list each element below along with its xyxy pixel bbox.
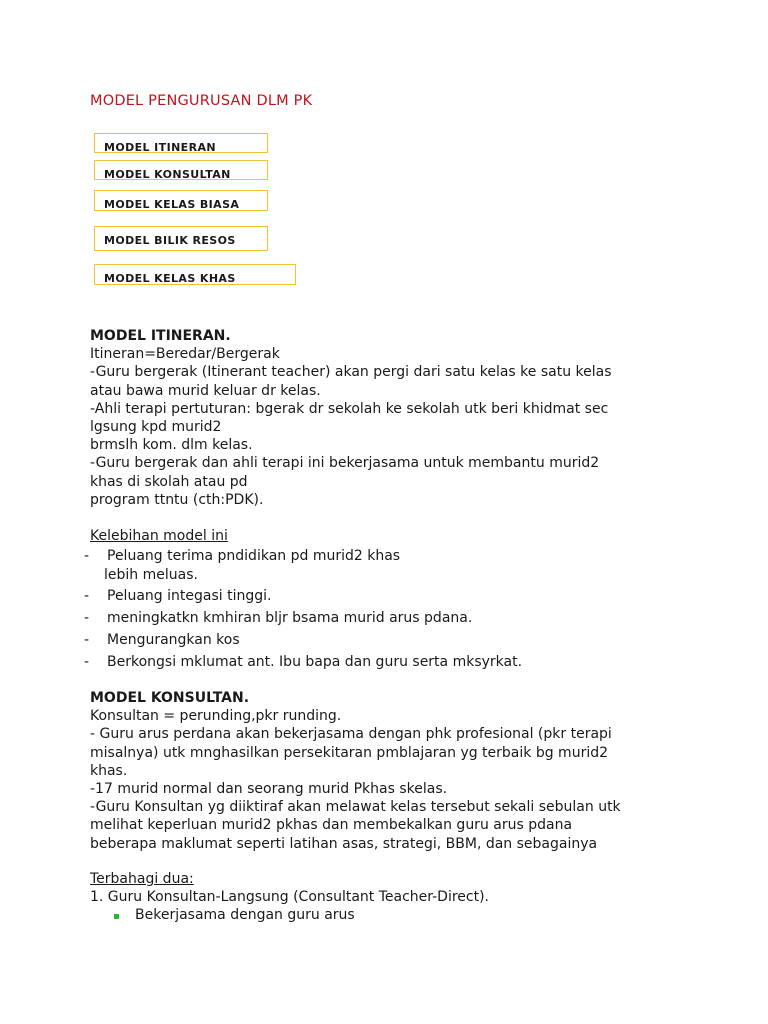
text-line: -Ahli terapi pertuturan: bgerak dr sekolah ke sekolah utk beri khidmat sec — [90, 400, 609, 417]
text-line: khas. — [90, 762, 128, 779]
terbahagi-heading: Terbahagi dua: — [90, 871, 194, 887]
dash-marker: - — [84, 632, 90, 648]
text-line: melihat keperluan murid2 pkhas dan membekalkan guru arus pdana — [90, 817, 573, 834]
section-heading-itineran: MODEL ITINERAN. — [90, 328, 231, 344]
green-square-bullet-icon — [114, 914, 119, 919]
model-box-itineran — [94, 133, 268, 153]
model-box-kelas-khas — [94, 264, 296, 285]
list-item-text: Berkongsi mklumat ant. Ibu bapa dan guru serta mksyrkat. — [107, 654, 523, 670]
numbered-item: 1. Guru Konsultan-Langsung (Consultant Teacher-Direct). — [90, 889, 489, 905]
list-item-text: meningkatkn kmhiran bljr bsama murid arus pdana. — [107, 610, 473, 626]
text-line: beberapa maklumat seperti latihan asas, strategi, BBM, dan sebagainya — [90, 835, 598, 852]
list-item-text: Peluang integasi tinggi. — [107, 588, 272, 604]
text-line: Konsultan = perunding,pkr runding. — [90, 708, 342, 725]
text-line: - Guru arus perdana akan bekerjasama dengan phk profesional (pkr terapi — [90, 726, 612, 743]
dash-marker: - — [84, 588, 90, 604]
text-line: -17 murid normal dan seorang murid Pkhas skelas. — [90, 781, 448, 798]
text-line: program ttntu (cth:PDK). — [90, 491, 264, 508]
model-box-label: MODEL KONSULTAN — [104, 168, 231, 180]
text-line: -Guru bergerak dan ahli terapi ini bekerjasama untuk membantu murid2 — [90, 455, 600, 472]
list-item-text: Mengurangkan kos — [107, 632, 240, 648]
model-box-label: MODEL KELAS KHAS — [104, 272, 236, 285]
text-line: Itineran=Beredar/Bergerak — [90, 346, 280, 363]
text-line: misalnya) utk mnghasilkan persekitaran pmblajaran yg terbaik bg murid2 — [90, 744, 609, 761]
dash-marker: - — [84, 610, 90, 626]
document-title: MODEL PENGURUSAN DLM PK — [90, 93, 313, 109]
text-line: atau bawa murid keluar dr kelas. — [90, 382, 321, 399]
bullet-item-text: Bekerjasama dengan guru arus — [135, 907, 355, 923]
text-line: -Guru bergerak (Itinerant teacher) akan pergi dari satu kelas ke satu kelas — [90, 364, 612, 381]
text-line: -Guru Konsultan yg diiktiraf akan melawat kelas tersebut sekali sebulan utk — [90, 799, 621, 816]
model-box-konsultan — [94, 160, 268, 180]
model-box-kelas-biasa — [94, 190, 268, 211]
text-line: brmslh kom. dlm kelas. — [90, 437, 253, 454]
dash-marker: - — [84, 654, 90, 670]
list-item-text: Peluang terima pndidikan pd murid2 khas — [107, 548, 401, 564]
kelebihan-heading: Kelebihan model ini — [90, 528, 228, 544]
model-box-label: MODEL ITINERAN — [104, 141, 216, 153]
model-box-bilik-resos — [94, 226, 268, 251]
konsultan-section — [90, 689, 621, 853]
dash-marker: - — [84, 548, 90, 564]
model-box-label: MODEL BILIK RESOS — [104, 234, 236, 247]
model-box-label: MODEL KELAS BIASA — [104, 198, 240, 211]
itineran-section — [90, 327, 612, 509]
text-line: lgsung kpd murid2 — [90, 419, 222, 436]
text-line: khas di skolah atau pd — [90, 473, 248, 490]
section-heading-konsultan: MODEL KONSULTAN. — [90, 690, 250, 706]
list-item-text: lebih meluas. — [104, 567, 198, 583]
